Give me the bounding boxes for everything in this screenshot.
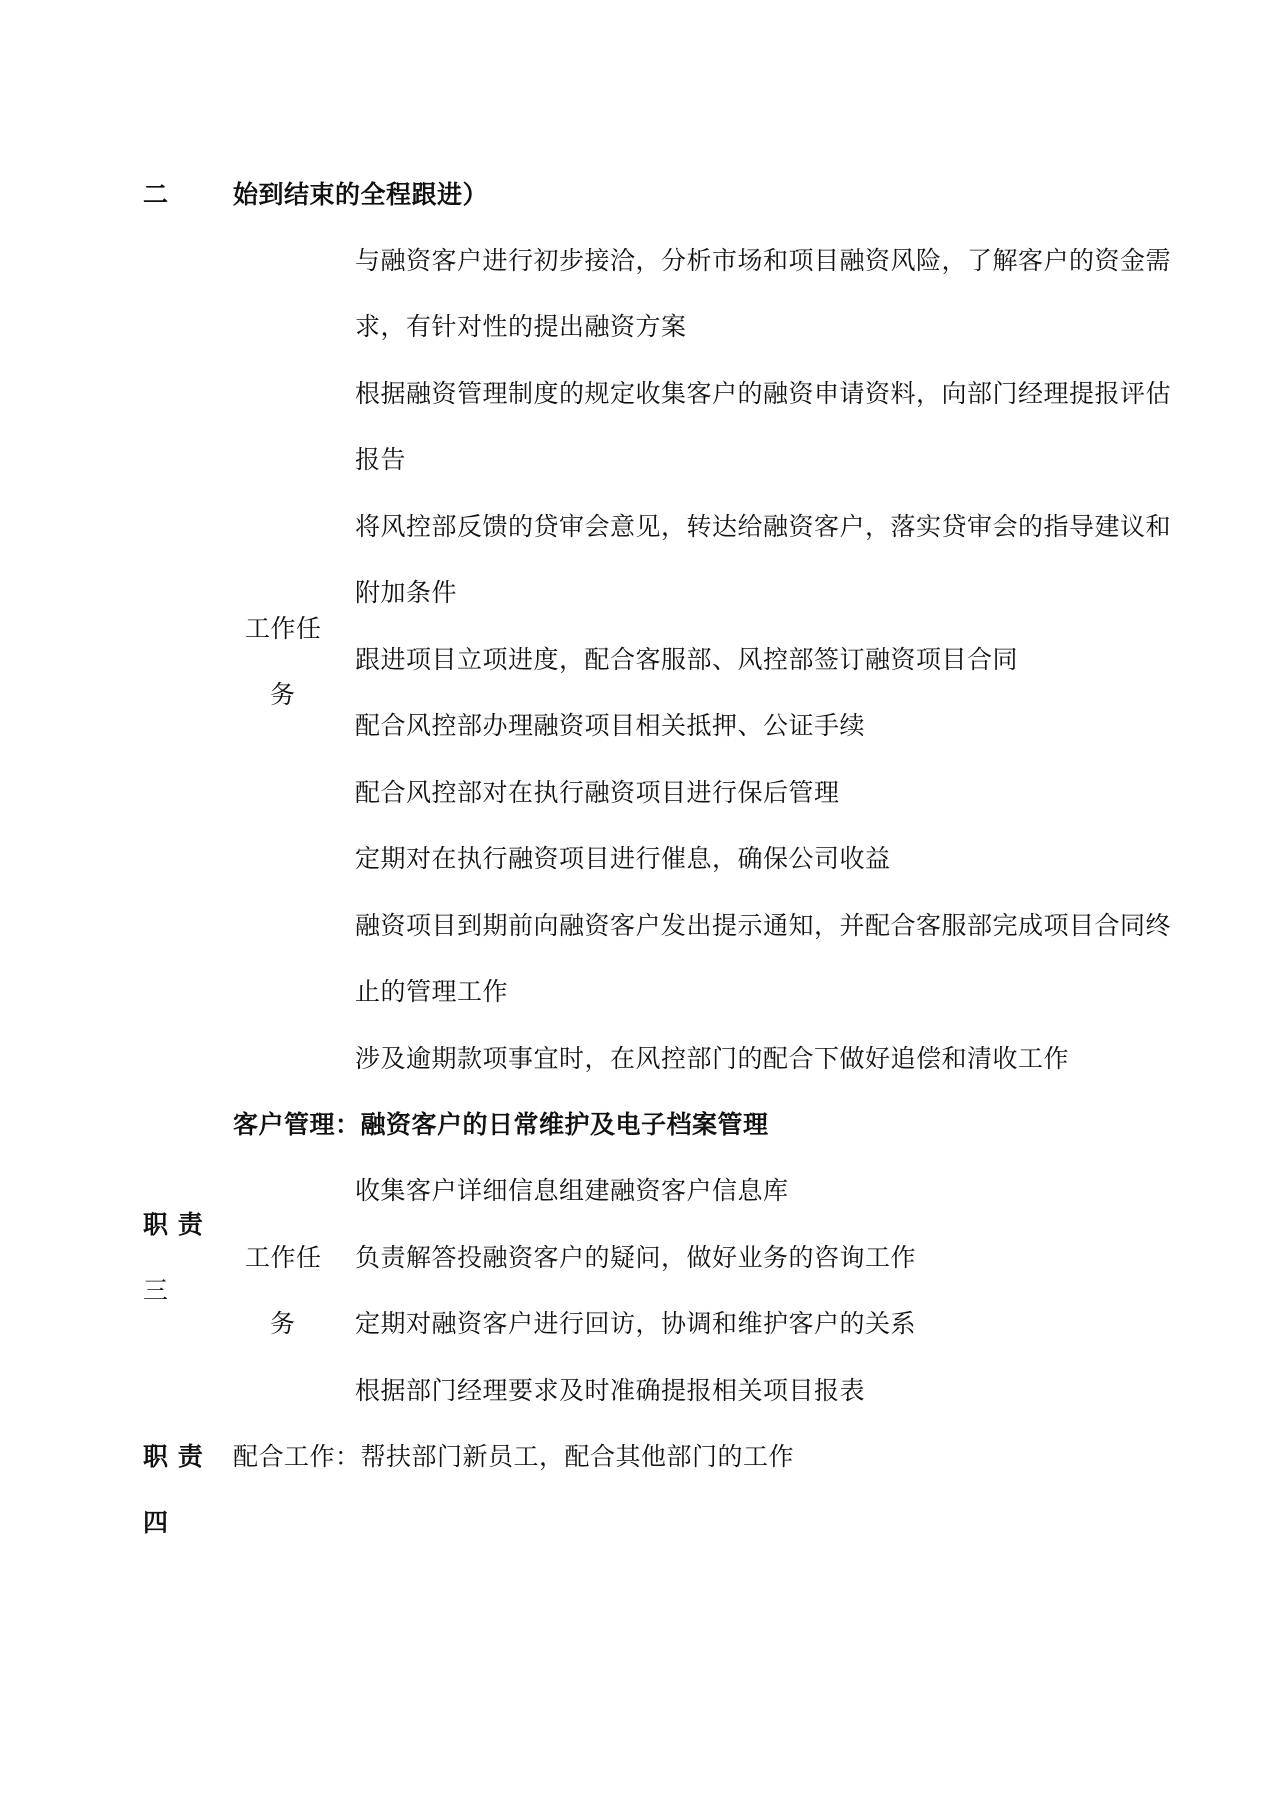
task-item: 定期对在执行融资项目进行催息，确保公司收益 xyxy=(355,844,891,873)
section-four-marker: 职 责 xyxy=(143,1442,204,1471)
section-three-task-label: 工作任 xyxy=(245,1243,322,1272)
task-item: 与融资客户进行初步接洽，分析市场和项目融资风险，了解客户的资金需 xyxy=(355,246,1172,275)
task-item: 报告 xyxy=(355,445,407,474)
section-four-text: 配合工作：帮扶部门新员工，配合其他部门的工作 xyxy=(233,1442,795,1471)
section-three-marker: 职 责 xyxy=(143,1210,204,1239)
task-item: 跟进项目立项进度，配合客服部、风控部签订融资项目合同 xyxy=(355,645,1019,674)
task-item: 将风控部反馈的贷审会意见，转达给融资客户，落实贷审会的指导建议和 xyxy=(355,512,1172,541)
task-item: 融资项目到期前向融资客户发出提示通知，并配合客服部完成项目合同终 xyxy=(355,911,1172,940)
task-item: 配合风控部办理融资项目相关抵押、公证手续 xyxy=(355,711,866,740)
task-item: 附加条件 xyxy=(355,578,458,607)
section-two-task-label-cont: 务 xyxy=(270,680,296,709)
section-three-task-label-cont: 务 xyxy=(270,1309,296,1338)
section-two-marker: 二 xyxy=(143,180,169,209)
task-item: 配合风控部对在执行融资项目进行保后管理 xyxy=(355,778,840,807)
task-item: 根据融资管理制度的规定收集客户的融资申请资料，向部门经理提报评估 xyxy=(355,379,1172,408)
task-item: 涉及逾期款项事宜时，在风控部门的配合下做好追偿和清收工作 xyxy=(355,1044,1070,1073)
section-four-marker-number: 四 xyxy=(143,1508,169,1537)
task-item: 根据部门经理要求及时准确提报相关项目报表 xyxy=(355,1376,866,1405)
task-item: 求，有针对性的提出融资方案 xyxy=(355,312,687,341)
section-three-title: 客户管理：融资客户的日常维护及电子档案管理 xyxy=(233,1110,769,1139)
task-item: 负责解答投融资客户的疑问，做好业务的咨询工作 xyxy=(355,1243,917,1272)
task-item: 止的管理工作 xyxy=(355,977,509,1006)
section-two-task-label: 工作任 xyxy=(245,614,322,643)
task-item: 定期对融资客户进行回访，协调和维护客户的关系 xyxy=(355,1309,917,1338)
section-two-title: 始到结束的全程跟进） xyxy=(233,180,489,209)
section-three-marker-number: 三 xyxy=(143,1276,169,1305)
task-item: 收集客户详细信息组建融资客户信息库 xyxy=(355,1176,789,1205)
